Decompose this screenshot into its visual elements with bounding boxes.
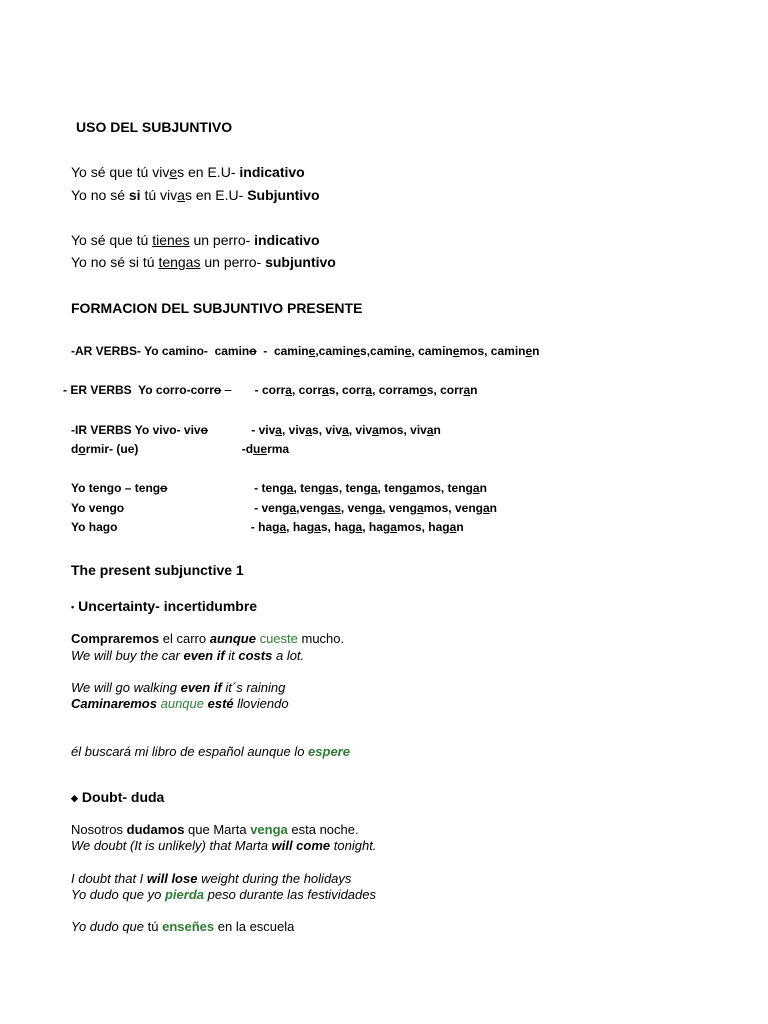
- er-verbs-line: [63, 384, 477, 398]
- buy-car-line: [71, 649, 304, 664]
- text-run: o: [78, 442, 86, 456]
- text-run: a: [449, 520, 457, 534]
- text-run: Yo sé que tú viv: [71, 164, 170, 180]
- text-run: Yo dudo que yo: [71, 887, 165, 902]
- text-run: a: [289, 501, 297, 515]
- text-run: él buscará mi libro de español aunque lo: [71, 744, 309, 759]
- text-run: a: [482, 501, 490, 515]
- compraremos-line: [71, 632, 344, 647]
- vivas-line: [71, 187, 320, 203]
- walking-line: [71, 681, 285, 696]
- text-run: s en E.U-: [177, 164, 240, 180]
- text-run: mos, viv: [378, 423, 427, 437]
- pierda-line: [71, 888, 376, 903]
- text-run: s, teng: [332, 481, 371, 495]
- ir-verbs-line: [71, 424, 441, 438]
- bullet-icon: •: [71, 602, 75, 613]
- text-run: a: [177, 187, 185, 203]
- text-run: s, hag: [320, 520, 356, 534]
- text-run: We doubt (It is unlikely) that Marta: [71, 838, 272, 853]
- text-run: a: [275, 423, 282, 437]
- text-run: mos, camin: [459, 344, 526, 358]
- text-run: mos, veng: [423, 501, 483, 515]
- present-subj-title: [71, 562, 244, 578]
- text-run: Yo sé que tú: [71, 232, 153, 248]
- nosotros-line: [71, 823, 359, 838]
- text-run: enseñes: [162, 919, 215, 934]
- text-run: a: [372, 423, 379, 437]
- tengas-line: [71, 254, 336, 270]
- text-run: a: [322, 383, 329, 397]
- text-run: even if: [180, 680, 222, 695]
- text-run: as: [327, 501, 341, 515]
- text-run: ,camin: [315, 344, 354, 358]
- text-run: mos, hag: [396, 520, 450, 534]
- text-run: , viv: [348, 423, 373, 437]
- text-run: a: [286, 481, 294, 495]
- text-run: Yo dudo que: [71, 919, 145, 934]
- text-run: will lose: [146, 871, 198, 886]
- text-run: esta noche.: [287, 822, 359, 837]
- text-run: n: [470, 383, 478, 397]
- text-run: s, corr: [328, 383, 366, 397]
- text-run: n: [532, 344, 540, 358]
- text-run: , hag: [286, 520, 315, 534]
- text-run: rmir- (ue) -d: [85, 442, 254, 456]
- text-run: si: [128, 187, 141, 203]
- text-run: o: [249, 344, 257, 358]
- text-run: Doubt- duda: [81, 789, 165, 805]
- text-run: un perro-: [200, 254, 266, 270]
- text-run: tengas: [158, 254, 201, 270]
- text-run: FORMACION DEL SUBJUNTIVO PRESENTE: [71, 300, 363, 316]
- text-run: o: [213, 383, 222, 397]
- text-run: esté: [207, 696, 234, 711]
- text-run: d: [71, 442, 79, 456]
- text-run: ue: [253, 442, 268, 456]
- bullet-icon: ◆: [71, 793, 78, 804]
- text-run: - ER VERBS Yo corro-corr: [63, 383, 214, 397]
- text-run: -AR VERBS- Yo camino- camin: [71, 344, 250, 358]
- uso-title: [76, 119, 232, 135]
- text-run: que Marta: [184, 822, 251, 837]
- text-run: aunque: [160, 696, 204, 711]
- text-run: ,veng: [296, 501, 328, 515]
- text-run: un perro-: [189, 232, 255, 248]
- text-run: We will buy the car: [71, 648, 184, 663]
- text-run: , viv: [281, 423, 306, 437]
- text-run: Caminaremos: [71, 696, 157, 711]
- text-run: pierda: [164, 887, 204, 902]
- text-run: tienes: [152, 232, 190, 248]
- text-run: Yo hago - hag: [71, 520, 280, 534]
- text-run: , hag: [362, 520, 391, 534]
- text-run: e: [404, 344, 412, 358]
- text-run: e: [452, 344, 460, 358]
- text-run: e: [525, 344, 533, 358]
- text-run: Nosotros: [71, 822, 127, 837]
- text-run: - teng: [167, 481, 287, 495]
- text-run: o: [200, 423, 208, 437]
- text-run: n: [479, 481, 487, 495]
- text-run: a: [342, 423, 349, 437]
- text-run: a: [426, 423, 434, 437]
- text-run: costs: [238, 648, 273, 663]
- text-run: Uncertainty- incertidumbre: [78, 598, 258, 614]
- text-run: it: [224, 648, 239, 663]
- uncertainty-heading: [71, 598, 257, 614]
- text-run: , camin: [411, 344, 453, 358]
- text-run: s,camin: [360, 344, 405, 358]
- text-run: - corr: [231, 383, 286, 397]
- text-run: will come: [271, 838, 331, 853]
- text-run: Yo no sé si tú: [71, 254, 159, 270]
- text-run: a: [416, 501, 424, 515]
- text-run: , corram: [372, 383, 420, 397]
- text-run: s en E.U-: [184, 187, 248, 203]
- text-run: n: [489, 501, 498, 515]
- text-run: even if: [183, 648, 225, 663]
- text-run: n: [433, 423, 441, 437]
- text-run: tú: [144, 919, 163, 934]
- text-run: Yo no sé: [71, 187, 129, 203]
- text-run: n: [456, 520, 464, 534]
- tienes-line: [71, 232, 320, 248]
- text-run: tú viv: [140, 187, 178, 203]
- text-run: a: [285, 383, 292, 397]
- text-run: a: [279, 520, 287, 534]
- tengo-line: [71, 482, 487, 496]
- text-run: a: [463, 383, 471, 397]
- text-run: rma: [267, 442, 290, 456]
- text-run: a: [390, 520, 397, 534]
- text-run: a lot.: [272, 648, 305, 663]
- text-run: el carro: [159, 631, 210, 646]
- vengo-line: [71, 502, 497, 516]
- text-run: a: [370, 481, 378, 495]
- formacion-title: [71, 300, 362, 316]
- we-doubt-line: [71, 839, 376, 854]
- text-run: a: [355, 520, 363, 534]
- text-run: s, corr: [426, 383, 464, 397]
- text-run: , corr: [291, 383, 322, 397]
- text-run: , teng: [377, 481, 410, 495]
- text-run: a: [409, 481, 417, 495]
- text-run: mos, teng: [416, 481, 473, 495]
- text-run: cueste: [259, 631, 298, 646]
- text-run: aunque: [209, 631, 256, 646]
- text-run: indicativo: [254, 232, 320, 248]
- buscara-line: [71, 745, 350, 760]
- text-run: dudamos: [126, 822, 185, 837]
- text-run: mucho.: [297, 631, 345, 646]
- text-run: a: [375, 501, 383, 515]
- text-run: indicativo: [239, 164, 305, 180]
- text-run: it´s raining: [221, 680, 286, 695]
- text-run: weight during the holidays: [197, 871, 352, 886]
- text-run: - viv: [207, 423, 276, 437]
- dormir-line: [71, 443, 289, 457]
- text-run: I doubt that I: [71, 871, 147, 886]
- hago-line: [71, 521, 464, 535]
- text-run: tonight.: [330, 838, 377, 853]
- text-run: , teng: [293, 481, 326, 495]
- text-run: a: [305, 423, 313, 437]
- text-run: a: [314, 520, 321, 534]
- text-run: en la escuela: [214, 919, 295, 934]
- text-run: USO DEL SUBJUNTIVO: [76, 119, 233, 135]
- ensenes-line: [71, 920, 294, 935]
- text-run: venga: [250, 822, 288, 837]
- lose-weight-line: [71, 872, 351, 887]
- caminaremos-line: [71, 697, 289, 712]
- text-run: lloviendo: [233, 696, 289, 711]
- text-run: e: [308, 344, 316, 358]
- text-run: o: [160, 481, 168, 495]
- text-run: The present subjunctive 1: [71, 562, 244, 578]
- text-run: s, viv: [312, 423, 343, 437]
- vives-line: [71, 164, 305, 180]
- text-run: a: [325, 481, 333, 495]
- text-run: e: [353, 344, 361, 358]
- text-run: Compraremos: [71, 631, 160, 646]
- text-run: - camin: [256, 344, 309, 358]
- text-run: espere: [308, 744, 350, 759]
- ar-verbs-line: [71, 345, 540, 359]
- text-run: a: [365, 383, 373, 397]
- doubt-heading: [71, 789, 164, 805]
- text-run: Subjuntivo: [247, 187, 320, 203]
- text-run: We will go walking: [71, 680, 181, 695]
- text-run: -IR VERBS Yo vivo- viv: [71, 423, 201, 437]
- text-run: Yo vengo - veng: [71, 501, 290, 515]
- text-run: subjuntivo: [265, 254, 336, 270]
- text-run: peso durante las festividades: [204, 887, 376, 902]
- text-run: , veng: [340, 501, 376, 515]
- text-run: a: [472, 481, 480, 495]
- text-run: Yo tengo – teng: [71, 481, 161, 495]
- text-run: , veng: [382, 501, 417, 515]
- text-run: o: [419, 383, 427, 397]
- text-run: e: [169, 164, 178, 180]
